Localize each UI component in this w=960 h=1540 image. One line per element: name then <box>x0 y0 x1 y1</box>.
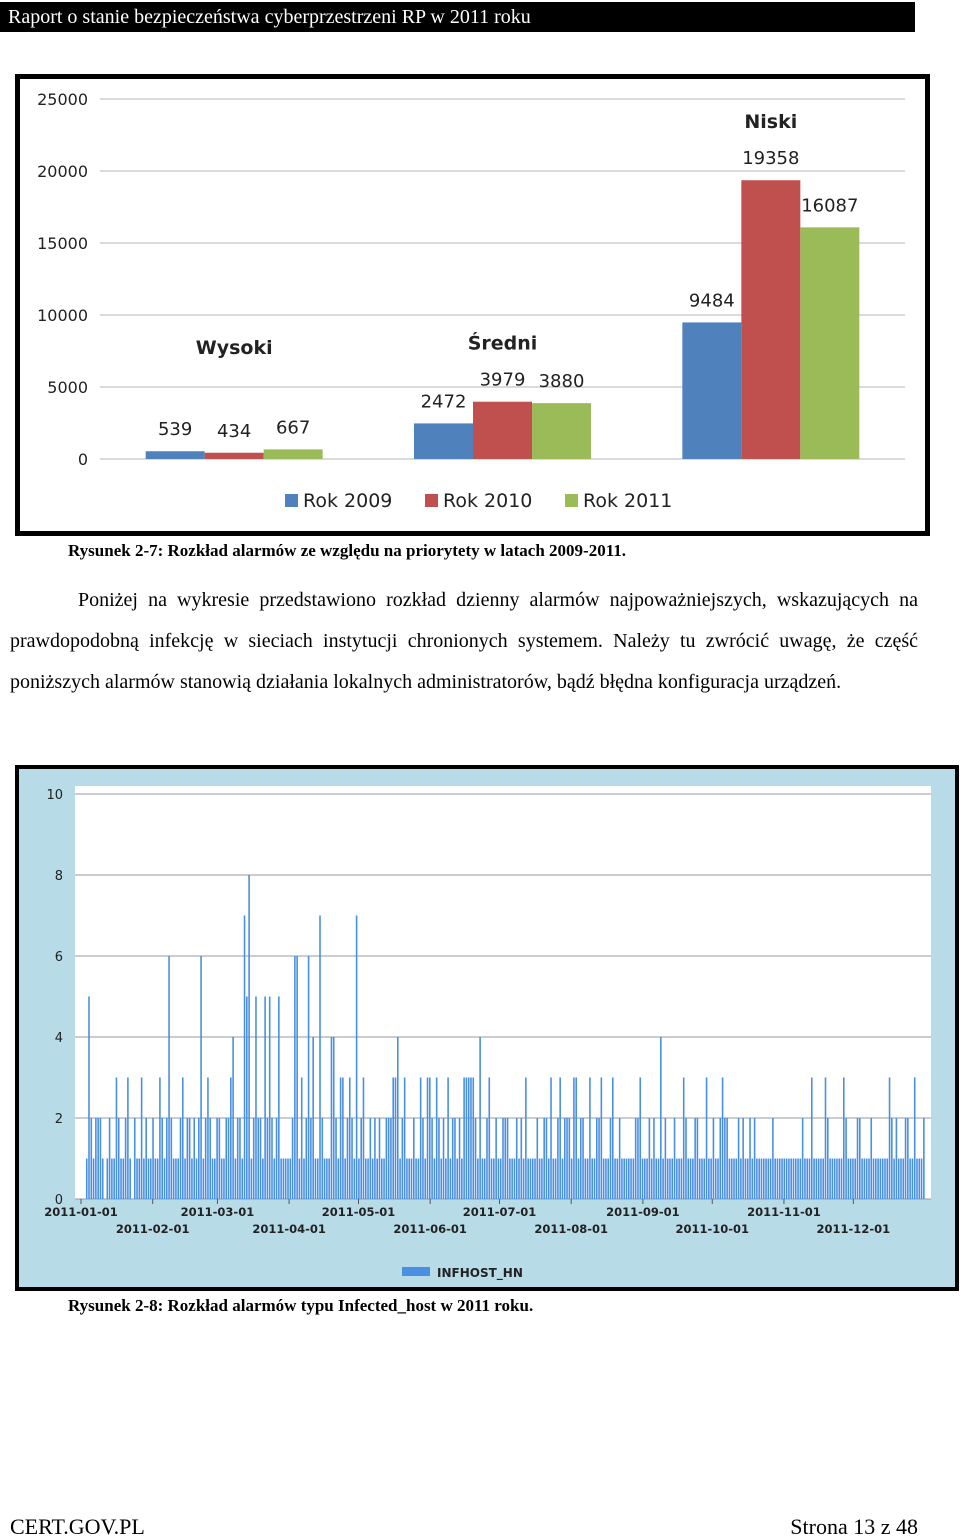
y-tick-label: 10000 <box>37 306 88 325</box>
y-tick-label: 15000 <box>37 234 88 253</box>
legend-swatch <box>425 494 438 507</box>
bar <box>800 227 859 459</box>
legend-swatch <box>402 1267 430 1276</box>
data-label: 3880 <box>538 371 585 393</box>
legend-swatch <box>285 494 298 507</box>
bar <box>146 451 205 459</box>
y-tick-label: 0 <box>77 450 88 469</box>
x-tick-label: 2011-08-01 <box>534 1222 608 1236</box>
legend-label: Rok 2009 <box>303 490 393 512</box>
bar <box>205 453 264 459</box>
bar <box>532 403 591 459</box>
header-title: Raport o stanie bezpieczeństwa cyberprzestrzeni RP w 2011 roku <box>8 6 531 28</box>
data-label: 2472 <box>420 391 467 413</box>
legend-swatch <box>565 494 578 507</box>
y-tick-label: 20000 <box>37 162 88 181</box>
infected-host-chart <box>15 765 959 1291</box>
x-tick-label: 2011-07-01 <box>462 1205 537 1219</box>
x-tick-label: 2011-10-01 <box>675 1222 750 1236</box>
y-tick-label: 25000 <box>37 90 88 109</box>
bar <box>741 180 800 459</box>
paragraph-text: Poniżej na wykresie przedstawiono rozkład dzienny alarmów najpoważniejszych, wskazujących na prawdopodobną infekcję w sieciach instytucji chronionych systemem. Należy tu zwrócić uwagę, że część poniższych alarmów stanowią działania lokalnych administratorów, bądź błędna konfiguracja urządzeń. <box>10 589 918 693</box>
category-label: Średni <box>467 332 538 355</box>
y-tick-label: 4 <box>54 1031 63 1046</box>
bar <box>414 423 473 459</box>
legend-label: Rok 2011 <box>583 490 673 512</box>
footer-site: CERT.GOV.PL <box>10 1514 145 1539</box>
data-label: 3979 <box>479 369 526 391</box>
data-label: 667 <box>275 417 311 439</box>
y-tick-label: 10 <box>46 788 63 803</box>
body-paragraph <box>10 580 918 703</box>
x-tick-label: 2011-09-01 <box>606 1205 680 1219</box>
infected-host-chart-svg <box>19 769 955 1287</box>
priority-alarms-chart <box>15 74 930 536</box>
data-label: 434 <box>216 420 252 442</box>
legend-label: Rok 2010 <box>443 490 533 512</box>
data-label: 9484 <box>688 290 735 312</box>
page-header <box>0 2 915 32</box>
x-tick-label: 2011-04-01 <box>252 1222 326 1236</box>
legend-label: INFHOST_HN <box>437 1266 523 1280</box>
x-tick-label: 2011-05-01 <box>321 1205 396 1219</box>
y-tick-label: 5000 <box>47 378 88 397</box>
bar <box>682 322 741 459</box>
x-tick-label: 2011-12-01 <box>816 1222 891 1236</box>
y-tick-label: 0 <box>54 1193 63 1208</box>
x-tick-label: 2011-06-01 <box>393 1222 467 1236</box>
x-tick-label: 2011-03-01 <box>180 1205 255 1219</box>
x-tick-label: 2011-01-01 <box>44 1205 118 1219</box>
x-tick-label: 2011-11-01 <box>747 1205 821 1219</box>
bar <box>264 449 323 459</box>
y-tick-label: 8 <box>54 869 63 884</box>
category-label: Niski <box>744 111 798 134</box>
priority-alarms-chart-svg <box>20 79 925 531</box>
category-label: Wysoki <box>195 337 273 359</box>
figure1-caption: Rysunek 2-7: Rozkład alarmów ze względu na priorytety w latach 2009-2011. <box>68 541 627 560</box>
data-label: 16087 <box>801 195 859 217</box>
data-label: 539 <box>157 419 193 441</box>
y-tick-label: 6 <box>54 950 63 965</box>
x-tick-label: 2011-02-01 <box>115 1222 190 1236</box>
bar <box>473 402 532 459</box>
figure2-caption: Rysunek 2-8: Rozkład alarmów typu Infected_host w 2011 roku. <box>68 1296 534 1315</box>
data-label: 19358 <box>742 148 800 170</box>
footer-page-number: Strona 13 z 48 <box>790 1514 918 1539</box>
y-tick-label: 2 <box>54 1112 63 1127</box>
